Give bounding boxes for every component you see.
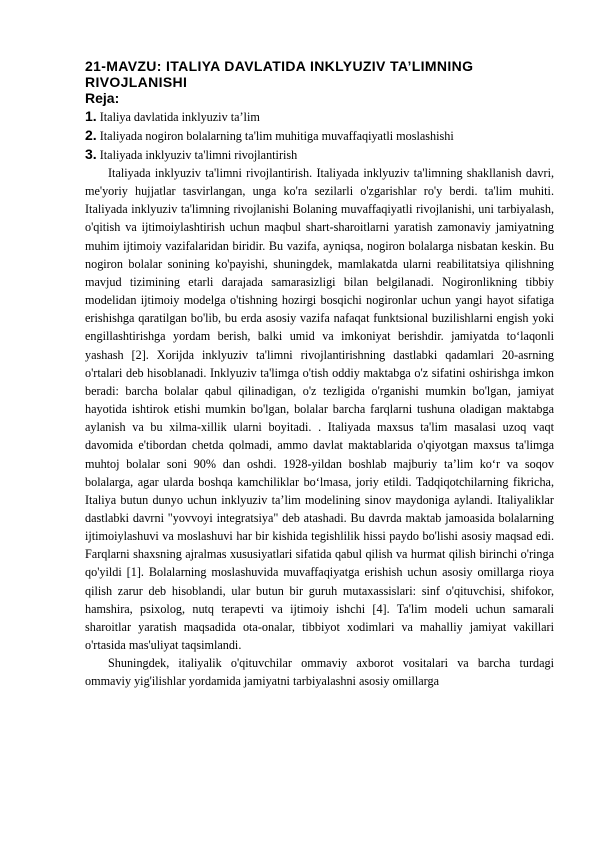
- document-title: 21-MAVZU: ITALIYA DAVLATIDA INKLYUZIV TA’LIMNING RIVOJLANISHI: [85, 58, 474, 90]
- plan-item-number: 3.: [85, 146, 97, 162]
- body-paragraph-1: Italiyada inklyuziv ta'limni rivojlantirish. Italiyada inklyuziv ta'limning shakllanish davri, me'yoriy hujjatlar tasvirlangan, unga ko'ra sezilarli o'zgarishlar ro'y berdi. ta'lim muhiti. Italiyada inklyuziv ta'limning rivojlanishi Bolaning muvaffaqiyatli rivojlanishi, uni tarbiyalash, o'qitish va ijtimoiylashtirish uchun maqbul shart-sharoitlarni yaratish zamonaviy jamiyatning muhim ijtimoiy vazifalaridan biridir. Bu vazifa, ayniqsa, nogiron bolalarga nisbatan keskin. Bu nogiron bolalar sonining ko'payishi, shuningdek, mamlakatda ularni reabilitatsiya qilishning mavjud tizimining etarli darajada samarasizligi bilan belgilanadi. Nogironlikning tibbiy modelidan ijtimoiy modelga o'tishning hozirgi bosqichi nogironlar uchun yangi hayot sifatiga erishishga qaratilgan bo'lib, bu erda asosiy vazifa nafaqat funktsional buzilishlarni engish yoki engillashtirishga yordam berish, balki umid va imkoniyat berishdir. jamiyatda to‘laqonli yashash [2]. Xorijda inklyuziv ta'limni rivojlantirishning dastlabki qadamlari 20-asrning o'rtalari deb hisoblanadi. Inklyuziv ta'limga o'tish oddiy maktabga o'z sifatini oshirishga imkon beradi: barcha bolalar qabul qilinadigan, o'z tezligida o'rganishi mumkin bo'lgan, jamiyat hayotida ishtirok etishi mumkin bo'lgan, bolalar barcha farqlarni tushuna oladigan maktabga aylanish va bu xilma-xillik ularni boyitadi. . Italiyada maxsus ta'lim masalasi uzoq vaqt davomida e'tibordan chetda qolmadi, ammo davlat maktablarida o'qiyotgan maxsus ta'limga muhtoj bolalar soni 90% dan oshdi. 1928-yildan boshlab majburiy ta’lim ko‘r va soqov bolalarga, agar ularda boshqa kamchiliklar bo‘lmasa, joriy etildi. Tadqiqotchilarning fikricha, Italiya butun dunyo uchun inklyuziv ta’lim modelining sinov maydoniga aylandi. Italiyaliklar dastlabki davrni "yovvoyi integratsiya" deb atashadi. Bu davrda maktab jamoasida bolalarning ijtimoiylashuvi va moslashuvi har bir kishida tegishlilik hissi paydo bo'lishi asosiy maqsad edi. Farqlarni shaxsning ajralmas xususiyatlari sifatida qabul qilish va hurmat qilish birinchi o'ringa qo'yildi [1]. Bolalarning moslashuvida muvaffaqiyatga erishish uchun asosiy omillarga rioya qilish zarur deb hisoblandi, ular butun bir guruh mutaxassislari: sinf o'qituvchisi, shifokor, hamshira, psixolog, nutq terapevti va ijtimoiy ishchi [4]. Ta'lim modeli uchun samarali sharoitlar yaratish maqsadida ota-onalar, tibbiyot xodimlari va mahalliy jamiyat vakillari o'rtasida mas'uliyat taqsimlandi.: [85, 166, 554, 653]
- plan-item-text: Italiyada nogiron bolalarning ta'lim muhitiga muvaffaqiyatli moslashishi: [99, 129, 454, 143]
- plan-item-text: Italiya davlatida inklyuziv ta’lim: [99, 110, 260, 124]
- plan-item-number: 2.: [85, 127, 97, 143]
- body-paragraph-2: Shuningdek, italiyalik o'qituvchilar ommaviy axborot vositalari va barcha turdagi ommaviy yig'ilishlar yordamida jamiyatni tarbiyalashni asosiy omillarga: [85, 656, 554, 689]
- plan-item-number: 1.: [85, 108, 97, 124]
- plan-item-3: [85, 145, 554, 164]
- plan-heading: Reja:: [85, 90, 120, 106]
- page-content: [85, 58, 554, 691]
- plan-item-1: [85, 107, 554, 126]
- plan-item-text: Italiyada inklyuziv ta'limni rivojlantirish: [99, 148, 298, 162]
- plan-list: [85, 107, 554, 164]
- plan-item-2: [85, 126, 554, 145]
